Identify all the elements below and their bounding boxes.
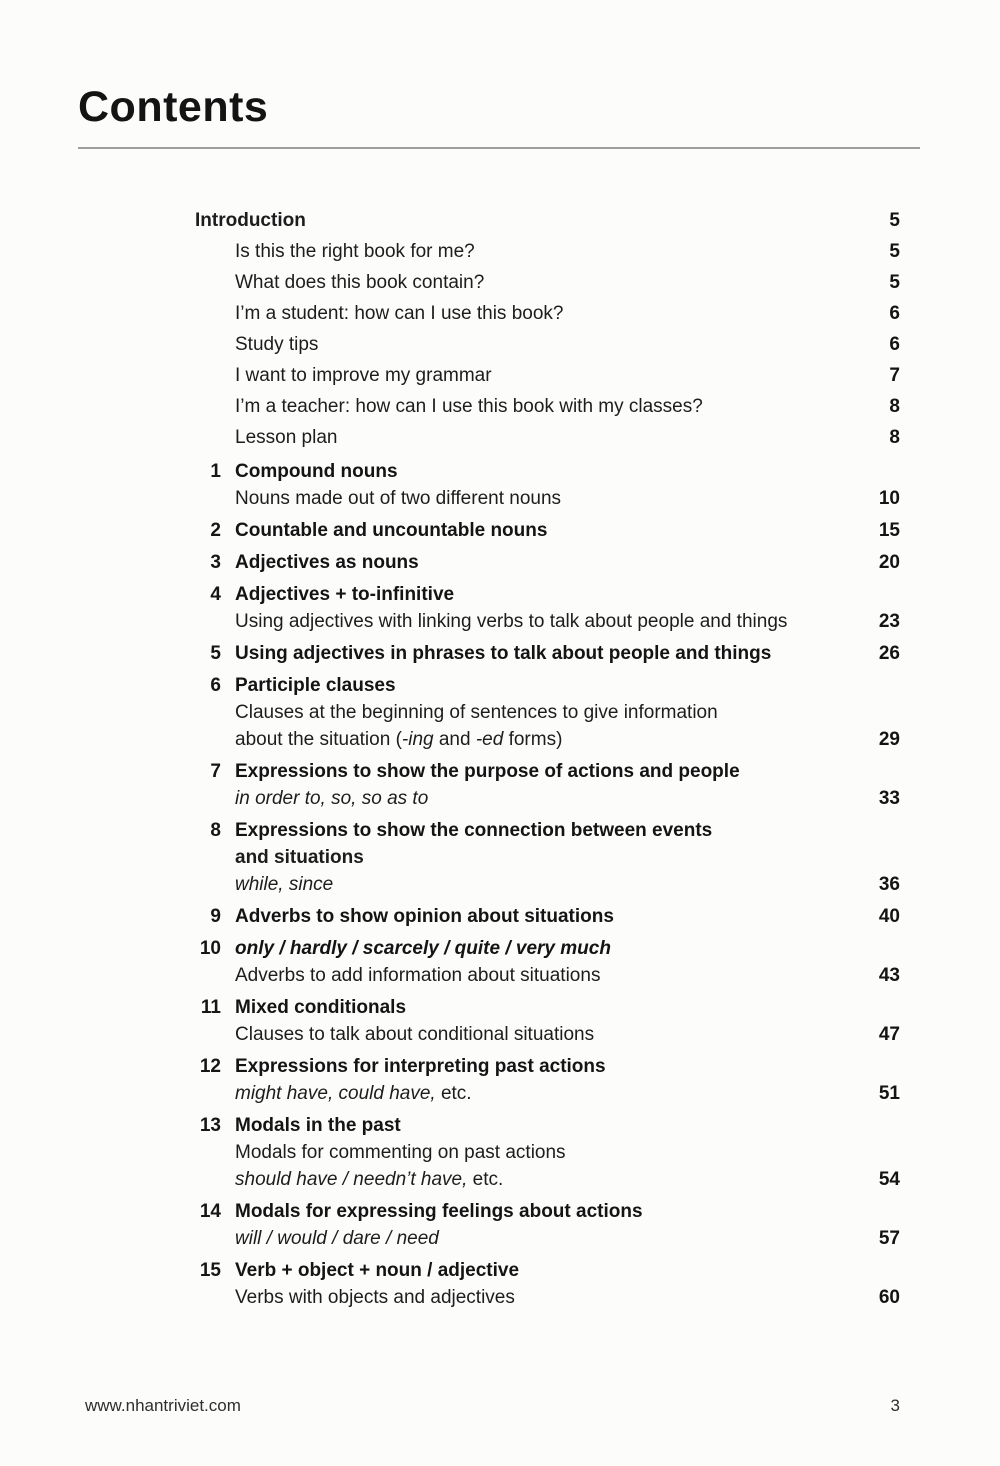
toc-text-segment: Countable and uncountable nouns	[235, 520, 548, 542]
toc-line-text	[235, 608, 787, 635]
toc-line-text	[235, 422, 337, 453]
toc-line-text	[235, 785, 428, 812]
toc-entry-number: 9	[210, 906, 221, 928]
toc-line-text	[235, 844, 364, 871]
toc-entry	[195, 581, 900, 635]
toc-entry-body	[235, 581, 900, 635]
toc-line-text	[235, 1225, 439, 1252]
toc-text-segment: -ed	[475, 729, 504, 751]
toc	[195, 205, 900, 1311]
toc-page-number: 20	[878, 552, 900, 574]
toc-text-segment: Adjectives as nouns	[235, 552, 419, 574]
toc-text-segment: Mixed conditionals	[235, 997, 407, 1019]
toc-entry-body	[235, 1198, 900, 1252]
toc-entry	[195, 994, 900, 1048]
toc-entry-body	[235, 817, 900, 898]
toc-entry-number: 5	[210, 643, 221, 665]
toc-line	[235, 871, 900, 898]
page-title: Contents	[78, 83, 269, 131]
toc-text-segment: Nouns made out of two different nouns	[235, 488, 562, 510]
toc-text-segment: might have, could have,	[235, 1083, 436, 1105]
toc-entry-number: 12	[199, 1056, 221, 1078]
toc-line-text	[235, 1080, 472, 1107]
toc-entry-number: 6	[210, 675, 221, 697]
toc-line	[235, 903, 900, 930]
toc-text-segment: etc.	[467, 1169, 504, 1191]
toc-page-number: 5	[889, 210, 900, 232]
toc-line	[235, 298, 900, 329]
toc-line-text	[235, 581, 454, 608]
toc-page-number: 5	[889, 272, 900, 294]
toc-text-segment: about the situation (	[235, 729, 402, 751]
toc-text-segment: Modals for commenting on past actions	[235, 1142, 566, 1164]
toc-line	[235, 758, 900, 785]
toc-line	[235, 329, 900, 360]
toc-line	[235, 817, 900, 844]
toc-line-text	[195, 205, 306, 236]
toc-entry	[195, 935, 900, 989]
toc-text-segment: Compound nouns	[235, 461, 398, 483]
toc-line-text	[235, 1166, 503, 1193]
toc-line	[235, 1112, 900, 1139]
toc-page-number: 40	[878, 906, 900, 928]
toc-entry-number: 4	[210, 584, 221, 606]
toc-text-segment: I’m a teacher: how can I use this book with my classes?	[235, 396, 703, 418]
toc-page-number: 29	[878, 729, 900, 751]
toc-line	[235, 236, 900, 267]
toc-text-segment: Adverbs to add information about situations	[235, 965, 601, 987]
toc-page-number: 54	[878, 1169, 900, 1191]
toc-page-number: 43	[878, 965, 900, 987]
toc-entry	[195, 1053, 900, 1107]
page-header	[0, 0, 1000, 149]
toc-line-text	[235, 236, 475, 267]
toc-entry-body	[235, 1053, 900, 1107]
toc-entry	[195, 672, 900, 753]
toc-line	[235, 608, 900, 635]
toc-text-segment: etc.	[435, 1083, 472, 1105]
footer-page-number: 3	[890, 1396, 900, 1415]
toc-line	[235, 581, 900, 608]
page-footer	[85, 1396, 900, 1416]
toc-line-text	[235, 962, 600, 989]
toc-text-segment: Modals for expressing feelings about actions	[235, 1201, 643, 1223]
toc-entry-number	[195, 236, 235, 453]
toc-text-segment: Expressions to show the connection between events	[235, 820, 713, 842]
toc-line	[235, 640, 900, 667]
toc-line	[235, 1080, 900, 1107]
toc-line-text	[235, 329, 318, 360]
toc-entry-body	[235, 236, 900, 453]
toc-line-text	[235, 903, 614, 930]
toc-entry-number: 8	[210, 820, 221, 842]
toc-line-text	[235, 1021, 594, 1048]
toc-text-segment: Expressions to show the purpose of actions and people	[235, 761, 740, 783]
toc-page-number: 36	[878, 874, 900, 896]
toc-text-segment: Clauses at the beginning of sentences to give information	[235, 702, 718, 724]
toc-line-text	[235, 485, 561, 512]
toc-text-segment: Study tips	[235, 334, 319, 356]
toc-line	[235, 1166, 900, 1193]
toc-page-number: 8	[889, 396, 900, 418]
toc-page-number: 26	[878, 643, 900, 665]
toc-text-segment: Is this the right book for me?	[235, 241, 475, 263]
toc-line-text	[235, 391, 703, 422]
toc-entry-body	[235, 458, 900, 512]
toc-entry-body	[195, 205, 900, 236]
toc-text-segment: forms)	[503, 729, 563, 751]
toc-text-segment: Introduction	[195, 210, 306, 232]
toc-line-text	[235, 1257, 519, 1284]
toc-entry-number: 14	[199, 1201, 221, 1223]
toc-line	[235, 994, 900, 1021]
toc-line-text	[235, 360, 492, 391]
toc-text-segment: Using adjectives in phrases to talk about people and things	[235, 643, 772, 665]
toc-entry	[195, 549, 900, 576]
toc-entry-number: 13	[199, 1115, 221, 1137]
toc-text-segment: Adjectives + to-infinitive	[235, 584, 455, 606]
toc-entry	[195, 1257, 900, 1311]
toc-entry	[195, 236, 900, 453]
toc-line-text	[235, 1198, 643, 1225]
toc-page-number: 6	[889, 334, 900, 356]
toc-line	[195, 205, 900, 236]
toc-entry-number: 7	[210, 761, 221, 783]
toc-entry-body	[235, 903, 900, 930]
toc-entry-body	[235, 517, 900, 544]
toc-line	[235, 844, 900, 871]
toc-line-text	[235, 298, 563, 329]
toc-line	[235, 726, 900, 753]
toc-line	[235, 1257, 900, 1284]
toc-line-text	[235, 758, 740, 785]
toc-page-number: 51	[878, 1083, 900, 1105]
toc-entry-body	[235, 640, 900, 667]
toc-line	[235, 1139, 900, 1166]
toc-line-text	[235, 1112, 401, 1139]
toc-line-text	[235, 817, 712, 844]
toc-entry-body	[235, 994, 900, 1048]
toc-line-text	[235, 726, 562, 753]
toc-entry-body	[235, 1112, 900, 1193]
toc-entry	[195, 817, 900, 898]
toc-entry-number: 3	[210, 552, 221, 574]
toc-line-text	[235, 1284, 515, 1311]
toc-entry	[195, 1112, 900, 1193]
toc-page-number: 15	[878, 520, 900, 542]
toc-section-heading	[195, 205, 900, 236]
toc-line-text	[235, 994, 406, 1021]
toc-line-text	[235, 640, 771, 667]
toc-line-text	[235, 549, 419, 576]
toc-entry-number: 1	[210, 461, 221, 483]
toc-line	[235, 391, 900, 422]
toc-entry-number: 11	[200, 997, 221, 1019]
toc-line	[235, 458, 900, 485]
toc-page-number: 7	[889, 365, 900, 387]
toc-text-segment: Lesson plan	[235, 427, 338, 449]
toc-entry-body	[235, 935, 900, 989]
toc-line	[235, 267, 900, 298]
toc-line-text	[235, 672, 396, 699]
toc-page-number: 8	[889, 427, 900, 449]
toc-line	[235, 1021, 900, 1048]
toc-line	[235, 360, 900, 391]
toc-line	[235, 1284, 900, 1311]
toc-text-segment: will / would / dare / need	[235, 1228, 439, 1250]
toc-text-segment: Modals in the past	[235, 1115, 401, 1137]
toc-page-number: 10	[878, 488, 900, 510]
toc-line-text	[235, 267, 484, 298]
toc-entry	[195, 758, 900, 812]
toc-entry-body	[235, 672, 900, 753]
toc-line-text	[235, 699, 718, 726]
toc-line	[235, 1225, 900, 1252]
toc-text-segment: -ing	[401, 729, 434, 751]
toc-page-number: 6	[889, 303, 900, 325]
toc-entry-body	[235, 549, 900, 576]
toc-line	[235, 1198, 900, 1225]
footer-url: www.nhantriviet.com	[85, 1396, 241, 1415]
toc-entry-number: 15	[199, 1260, 221, 1282]
toc-line	[235, 962, 900, 989]
toc-page-number: 23	[878, 611, 900, 633]
toc-page-number: 57	[878, 1228, 900, 1250]
toc-line	[235, 935, 900, 962]
toc-line	[235, 485, 900, 512]
toc-line	[235, 672, 900, 699]
toc-page-number: 5	[889, 241, 900, 263]
toc-line-text	[235, 1139, 566, 1166]
toc-line	[235, 785, 900, 812]
toc-text-segment: in order to, so, so as to	[235, 788, 429, 810]
toc-entry-number: 2	[210, 520, 221, 542]
toc-line	[235, 517, 900, 544]
toc-line-text	[235, 935, 611, 962]
toc-text-segment: Adverbs to show opinion about situations	[235, 906, 614, 928]
toc-line-text	[235, 458, 398, 485]
toc-text-segment: Verbs with objects and adjectives	[235, 1287, 515, 1309]
toc-text-segment: Participle clauses	[235, 675, 396, 697]
toc-text-segment: I’m a student: how can I use this book?	[235, 303, 564, 325]
toc-line	[235, 699, 900, 726]
toc-line-text	[235, 871, 333, 898]
toc-line	[235, 422, 900, 453]
toc-text-segment: while, since	[235, 874, 334, 896]
toc-entry-number: 10	[199, 938, 221, 960]
toc-entry	[195, 640, 900, 667]
toc-line	[235, 1053, 900, 1080]
toc-text-segment: Expressions for interpreting past actions	[235, 1056, 606, 1078]
toc-entry-body	[235, 1257, 900, 1311]
toc-page-number: 60	[878, 1287, 900, 1309]
toc-text-segment: Using adjectives with linking verbs to talk about people and things	[235, 611, 788, 633]
toc-entry	[195, 1198, 900, 1252]
toc-text-segment: Verb + object + noun / adjective	[235, 1260, 520, 1282]
toc-line-text	[235, 1053, 606, 1080]
toc-entry-body	[235, 758, 900, 812]
toc-page-number: 47	[878, 1024, 900, 1046]
toc-text-segment: and situations	[235, 847, 364, 869]
toc-line	[235, 549, 900, 576]
toc-text-segment: should have / needn’t have,	[235, 1169, 468, 1191]
toc-text-segment: only / hardly / scarcely / quite / very much	[235, 938, 611, 960]
toc-entry	[195, 517, 900, 544]
title-divider	[78, 147, 920, 149]
toc-page-number: 33	[878, 788, 900, 810]
toc-text-segment: Clauses to talk about conditional situations	[235, 1024, 595, 1046]
toc-text-segment: and	[433, 729, 476, 751]
toc-line-text	[235, 517, 547, 544]
toc-entry	[195, 458, 900, 512]
toc-text-segment: What does this book contain?	[235, 272, 485, 294]
toc-text-segment: I want to improve my grammar	[235, 365, 492, 387]
toc-entry	[195, 903, 900, 930]
